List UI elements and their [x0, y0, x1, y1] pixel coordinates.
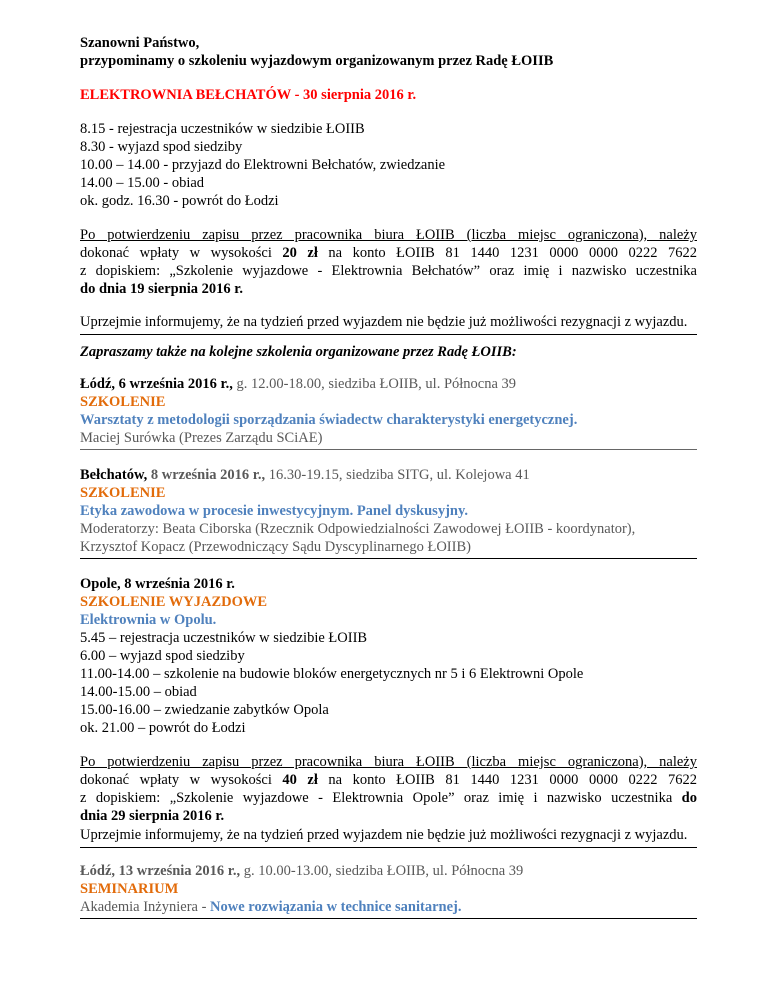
event-1 — [80, 375, 697, 450]
schedule-item: 6.00 – wyjazd spod siedziby — [80, 648, 245, 664]
event-date: Łódź, 13 września 2016 r., — [80, 863, 241, 879]
event-topic: Warsztaty z metodologii sporządzania świadectw charakterystyki energetycznej. — [80, 412, 578, 428]
event-moderators: Moderatorzy: Beata Ciborska (Rzecznik Odpowiedzialności Zawodowej ŁOIIB - koordynator), — [80, 521, 636, 537]
event-type: SZKOLENIE — [80, 485, 166, 501]
event-details: g. 12.00-18.00, siedziba ŁOIIB, ul. Północna 39 — [232, 376, 517, 392]
event-4 — [80, 862, 697, 919]
event-2 — [80, 466, 697, 559]
event-moderators: Krzysztof Kopacz (Przewodniczący Sądu Dyscyplinarnego ŁOIIB) — [80, 539, 471, 555]
trip1-schedule — [80, 120, 697, 210]
schedule-item: 15.00-16.00 – zwiedzanie zabytków Opola — [80, 702, 329, 718]
event3-schedule — [80, 629, 697, 737]
payment-note: z dopiskiem: „Szkolenie wyjazdowe - Elektrownia Bełchatów” oraz imię i nazwisko uczestnika — [80, 263, 697, 279]
payment-deadline: dnia 29 sierpnia 2016 r. — [80, 808, 225, 824]
event-date: Opole, 8 września 2016 r. — [80, 576, 235, 592]
event-speaker: Maciej Surówka (Prezes Zarządu SCiAE) — [80, 430, 323, 446]
schedule-item: 14.00 – 15.00 - obiad — [80, 175, 205, 191]
event-date: Łódź, 6 września 2016 r., — [80, 376, 233, 392]
schedule-item: 5.45 – rejestracja uczestników w siedzibie ŁOIIB — [80, 630, 368, 646]
payment-amount: 40 zł — [282, 772, 318, 788]
schedule-item: 8.30 - wyjazd spod siedziby — [80, 139, 243, 155]
invite-heading: Zapraszamy także na kolejne szkolenia organizowane przez Radę ŁOIIB: — [80, 344, 517, 360]
header — [80, 34, 697, 70]
event-type: SEMINARIUM — [80, 881, 179, 897]
schedule-item: 11.00-14.00 – szkolenie na budowie bloków energetycznych nr 5 i 6 Elektrowni Opole — [80, 666, 584, 682]
payment-line: Po potwierdzeniu zapisu przez pracownika biura ŁOIIB (liczba miejsc ograniczona), należy — [80, 227, 697, 243]
payment-line: Po potwierdzeniu zapisu przez pracownika biura ŁOIIB (liczba miejsc ograniczona), należy — [80, 754, 697, 770]
event3-payment: Po potwierdzeniu zapisu przez pracownika biura ŁOIIB (liczba miejsc ograniczona), należy dokonać wpłaty w wysokości 40 zł na konto ŁOIIB 81 1440 1231 0000 0000 0222 7622 z dopiskiem: „Szkolenie wyjazdowe - Elektrownia Opole” oraz imię i nazwisko uczestnika do dnia 29 sierpnia 2016 r. Uprzejmie informujemy, że na tydzień przed wyjazdem nie będzie już możliwości rezygnacji z wyjazdu. — [80, 753, 697, 848]
event-details: g. 10.00-13.00, siedziba ŁOIIB, ul. Północna 39 — [240, 863, 524, 879]
event-place: Bełchatów, — [80, 467, 148, 483]
trip1-payment: Po potwierdzeniu zapisu przez pracownika biura ŁOIIB (liczba miejsc ograniczona), należy dokonać wpłaty w wysokości 20 zł na konto ŁOIIB 81 1440 1231 0000 0000 0222 7622 z dopiskiem: „Szkolenie wyjazdowe - Elektrownia Bełchatów” oraz imię i nazwisko uczestnika do dnia 19 sierpnia 2016 r. — [80, 227, 698, 297]
schedule-item: 10.00 – 14.00 - przyjazd do Elektrowni Bełchatów, zwiedzanie — [80, 157, 446, 173]
event3-notice: Uprzejmie informujemy, że na tydzień przed wyjazdem nie będzie już możliwości rezygnacji z wyjazdu. — [80, 827, 688, 843]
reminder-line: przypominamy o szkoleniu wyjazdowym organizowanym przez Radę ŁOIIB — [80, 53, 554, 69]
document-page — [80, 34, 697, 919]
payment-note: z dopiskiem: „Szkolenie wyjazdowe - Elektrownia Opole” oraz imię i nazwisko uczestnika — [80, 790, 682, 806]
event-topic: Nowe rozwiązania w technice sanitarnej. — [210, 899, 462, 915]
event-topic: Etyka zawodowa w procesie inwestycyjnym. Panel dyskusyjny. — [80, 503, 469, 519]
schedule-item: ok. godz. 16.30 - powrót do Łodzi — [80, 193, 279, 209]
event-date: 8 września 2016 r., — [147, 467, 266, 483]
event-type: SZKOLENIE — [80, 394, 166, 410]
schedule-item: 8.15 - rejestracja uczestników w siedzibie ŁOIIB — [80, 121, 365, 137]
event-topic: Elektrownia w Opolu. — [80, 612, 217, 628]
payment-amount: 20 zł — [282, 245, 318, 261]
trip1-notice: Uprzejmie informujemy, że na tydzień przed wyjazdem nie będzie już możliwości rezygnacji z wyjazdu. — [80, 314, 688, 330]
schedule-item: 14.00-15.00 – obiad — [80, 684, 197, 700]
schedule-item: ok. 21.00 – powrót do Łodzi — [80, 720, 246, 736]
event-org: Akademia Inżyniera - — [80, 899, 211, 915]
event-3 — [80, 575, 697, 848]
payment-deadline: do dnia 19 sierpnia 2016 r. — [80, 281, 244, 297]
trip1-title: ELEKTROWNIA BEŁCHATÓW - 30 sierpnia 2016 r. — [80, 87, 417, 103]
event-type: SZKOLENIE WYJAZDOWE — [80, 594, 268, 610]
event-details: 16.30-19.15, siedziba SITG, ul. Kolejowa 41 — [265, 467, 530, 483]
greeting: Szanowni Państwo, — [80, 35, 200, 51]
